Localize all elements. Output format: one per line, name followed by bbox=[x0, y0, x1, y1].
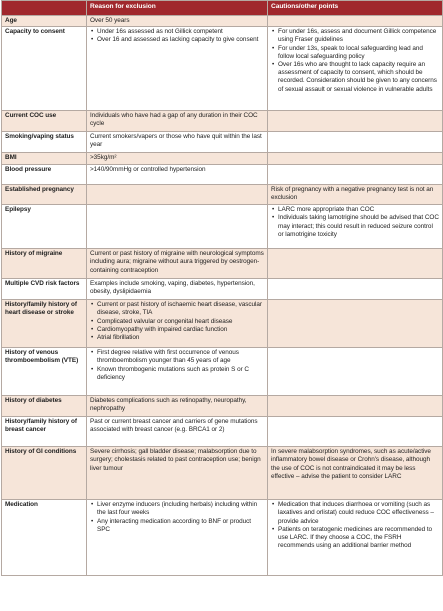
bullet-item: • LARC more appropriate than COC bbox=[278, 206, 439, 214]
reason-cell-text: Diabetes complications such as retinopathy, neuropathy, nephropathy bbox=[90, 397, 247, 413]
reason-cell bbox=[87, 185, 268, 205]
reason-cell bbox=[87, 447, 268, 500]
reason-cell-text: Severe cirrhosis; gall bladder disease; malabsorption due to surgery; cholestasis related to past contraception use; benign liver tumour bbox=[90, 448, 261, 472]
reason-cell-text: Individuals who have had a gap of any duration in their COC cycle bbox=[90, 112, 258, 128]
table-row bbox=[2, 205, 443, 249]
cautions-cell bbox=[268, 447, 443, 500]
reason-cell-text: Examples include smoking, vaping, diabetes, hypertension, obesity, dyslipidaemia bbox=[90, 280, 255, 296]
bullet-item: • Liver enzyme inducers (including herbals) including within the last four weeks bbox=[97, 501, 264, 517]
table-body bbox=[2, 16, 443, 576]
row-label: BMI bbox=[2, 153, 87, 165]
cautions-cell-text: Risk of pregnancy with a negative pregnancy test is not an exclusion bbox=[271, 186, 434, 202]
reason-cell bbox=[87, 27, 268, 111]
bullet-item: • Medication that induces diarrhoea or vomiting (such as laxatives and orlistat) could reduce COC effectiveness – provide advice bbox=[278, 501, 439, 526]
cautions-cell-text: In severe malabsorption syndromes, such as acute/active inflammatory bowel disease or Crohn's disease, although the use of COC is not contraindicated it may be less effective – advise the patient to consider LARC bbox=[271, 448, 431, 480]
cautions-cell bbox=[268, 153, 443, 165]
row-label: History/family history of breast cancer bbox=[2, 417, 87, 447]
bullet-item: • Individuals taking lamotrigine should be advised that COC may interact; this could result in reduced seizure control or lamotrigine toxicity bbox=[278, 214, 439, 239]
header-cautions: Cautions/other points bbox=[268, 1, 443, 16]
bullet-item: • For under 16s, assess and document Gillick competence using Fraser guidelines bbox=[278, 28, 439, 44]
row-label: Smoking/vaping status bbox=[2, 132, 87, 153]
row-label: Current COC use bbox=[2, 111, 87, 132]
cautions-cell bbox=[268, 185, 443, 205]
bullet-item: • Complicated valvular or congenital heart disease bbox=[97, 318, 264, 326]
reason-cell-list bbox=[90, 349, 264, 382]
reason-cell bbox=[87, 348, 268, 396]
cautions-cell bbox=[268, 27, 443, 111]
table-row bbox=[2, 447, 443, 500]
cautions-cell bbox=[268, 165, 443, 185]
row-label: Epilepsy bbox=[2, 205, 87, 249]
reason-cell-text: Past or current breast cancer and carriers of gene mutations associated with breast cancer (e.g. BRCA1 or 2) bbox=[90, 418, 258, 434]
cautions-cell bbox=[268, 396, 443, 417]
table-row bbox=[2, 300, 443, 348]
bullet-item: • Atrial fibrillation bbox=[97, 334, 264, 342]
reason-cell-text: Current or past history of migraine with neurological symptoms including aura; migraine without aura triggered by oestrogen-containing contraception bbox=[90, 250, 264, 274]
reason-cell bbox=[87, 132, 268, 153]
table-row bbox=[2, 500, 443, 576]
row-label: History of migraine bbox=[2, 249, 87, 279]
reason-cell bbox=[87, 396, 268, 417]
reason-cell bbox=[87, 16, 268, 27]
reason-cell bbox=[87, 165, 268, 185]
table-row bbox=[2, 249, 443, 279]
row-label: History of venous thromboembolism (VTE) bbox=[2, 348, 87, 396]
table-row bbox=[2, 111, 443, 132]
reason-cell bbox=[87, 279, 268, 300]
table-row bbox=[2, 279, 443, 300]
table-row bbox=[2, 396, 443, 417]
cautions-cell bbox=[268, 279, 443, 300]
table-row bbox=[2, 153, 443, 165]
cautions-cell-list bbox=[271, 28, 439, 94]
row-label: Established pregnancy bbox=[2, 185, 87, 205]
cautions-cell bbox=[268, 16, 443, 27]
reason-cell bbox=[87, 111, 268, 132]
table-row bbox=[2, 348, 443, 396]
bullet-item: • Patients on teratogenic medicines are recommended to use LARC. If they choose a COC, the FSRH recommends using an additional barrier method bbox=[278, 526, 439, 551]
table-row bbox=[2, 16, 443, 27]
cautions-cell-list bbox=[271, 206, 439, 239]
cautions-cell bbox=[268, 500, 443, 576]
cautions-cell bbox=[268, 249, 443, 279]
reason-cell bbox=[87, 500, 268, 576]
reason-cell-text: >140/90mmHg or controlled hypertension bbox=[90, 166, 206, 174]
row-label: History/family history of heart disease or stroke bbox=[2, 300, 87, 348]
table-row bbox=[2, 185, 443, 205]
reason-cell bbox=[87, 249, 268, 279]
bullet-item: • Cardiomyopathy with impaired cardiac function bbox=[97, 326, 264, 334]
table-row bbox=[2, 165, 443, 185]
cautions-cell bbox=[268, 348, 443, 396]
reason-cell bbox=[87, 205, 268, 249]
table-row bbox=[2, 27, 443, 111]
reason-cell-list bbox=[90, 301, 264, 342]
table-row bbox=[2, 417, 443, 447]
bullet-item: • Known thrombogenic mutations such as protein S or C deficiency bbox=[97, 366, 264, 382]
reason-cell bbox=[87, 300, 268, 348]
cautions-cell bbox=[268, 111, 443, 132]
bullet-item: • Over 16s who are thought to lack capacity require an assessment of capacity to consent, which should be recorded. Consideration should be given to any concerns of sexual assault or sexual violence in vulnerable adults bbox=[278, 61, 439, 94]
bullet-item: • Current or past history of ischaemic heart disease, vascular disease, stroke, TIA bbox=[97, 301, 264, 317]
cautions-cell bbox=[268, 205, 443, 249]
reason-cell-text: Current smokers/vapers or those who have quit within the last year bbox=[90, 133, 262, 149]
reason-cell-text: >35kg/m² bbox=[90, 154, 117, 162]
reason-cell-text: Over 50 years bbox=[90, 17, 130, 24]
cautions-cell bbox=[268, 300, 443, 348]
reason-cell-list bbox=[90, 28, 264, 44]
header-reason: Reason for exclusion bbox=[87, 1, 268, 16]
table-header-row bbox=[2, 1, 443, 16]
row-label: Capacity to consent bbox=[2, 27, 87, 111]
table-row bbox=[2, 132, 443, 153]
row-label: Medication bbox=[2, 500, 87, 576]
row-label: Blood pressure bbox=[2, 165, 87, 185]
exclusion-criteria-table bbox=[1, 0, 443, 576]
bullet-item: • Under 16s assessed as not Gillick competent bbox=[97, 28, 264, 36]
bullet-item: • For under 13s, speak to local safeguarding lead and follow local safeguarding policy bbox=[278, 45, 439, 61]
bullet-item: • Any interacting medication according to BNF or product SPC bbox=[97, 518, 264, 534]
bullet-item: • Over 16 and assessed as lacking capacity to give consent bbox=[97, 36, 264, 44]
row-label: History of diabetes bbox=[2, 396, 87, 417]
header-criterion bbox=[2, 1, 87, 16]
row-label: Age bbox=[2, 16, 87, 27]
cautions-cell bbox=[268, 417, 443, 447]
row-label: History of GI conditions bbox=[2, 447, 87, 500]
reason-cell bbox=[87, 417, 268, 447]
cautions-cell-list bbox=[271, 501, 439, 550]
bullet-item: • First degree relative with first occurrence of venous thromboembolism younger than 45 years of age bbox=[97, 349, 264, 365]
reason-cell bbox=[87, 153, 268, 165]
reason-cell-list bbox=[90, 501, 264, 534]
cautions-cell bbox=[268, 132, 443, 153]
row-label: Multiple CVD risk factors bbox=[2, 279, 87, 300]
